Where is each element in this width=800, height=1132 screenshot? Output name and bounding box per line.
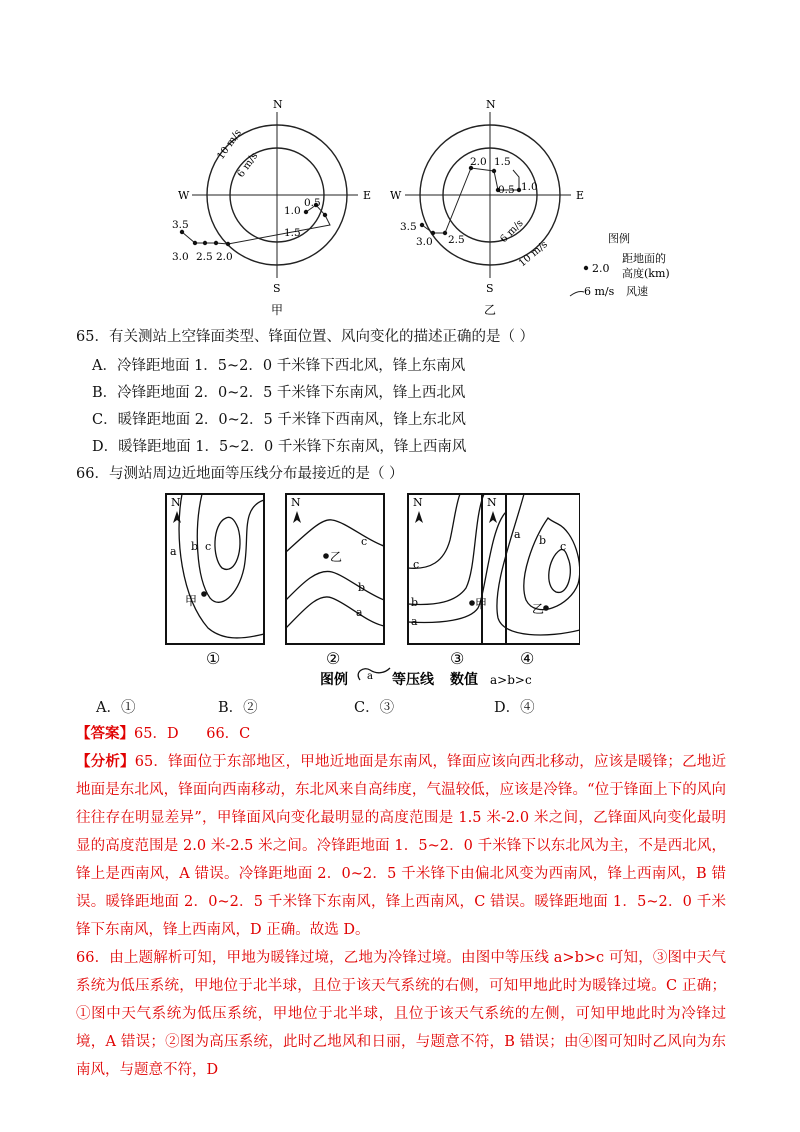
height-label: 3.0 [416,236,433,248]
height-label: 2.5 [196,251,213,263]
isobar-label: c [205,540,212,553]
height-label: 2.5 [448,234,465,246]
isobar-label: a [170,545,177,558]
north-label: N [487,496,497,509]
height-label: 1.5 [284,227,301,239]
isobar-label: c [560,540,567,553]
height-label: 2.0 [470,156,487,168]
question-66-stem: 66．与测站周边近地面等压线分布最接近的是（ ） [76,466,404,482]
question-65-option-c[interactable]: C．暖锋距地面 2．0~2．5 千米锋下西南风，锋上东北风 [92,412,466,428]
legend-height-value: 2.0 [592,262,610,275]
isobar-map-2 [286,494,384,668]
map-number: ④ [520,649,535,668]
hodograph-jia [172,98,371,317]
dir-n-label: N [486,98,496,111]
ring-outer-label: 10 m/s [215,127,244,162]
answer-section [76,720,726,1084]
wind-hodograph-figure [160,92,680,318]
station-label: 乙 [330,550,343,564]
height-label: 1.0 [521,181,538,193]
north-label: N [413,496,423,509]
dir-s-label: S [486,282,494,295]
legend-value-label: 数值 [450,672,478,688]
isobar-label: a [514,528,521,541]
legend-symbol: a [367,671,373,682]
answer-line [76,720,726,748]
question-65-option-a[interactable]: A．冷锋距地面 1．5~2．0 千米锋下西北风，锋上东南风 [92,358,466,374]
height-label: 3.0 [172,251,189,263]
legend-order: a>b>c [490,673,532,687]
question-66-option-b[interactable]: B．② [218,700,258,716]
legend-speed-label: 风速 [626,285,648,298]
height-label: 1.0 [284,205,301,217]
ring-inner-label: 6 m/s [498,217,526,246]
dir-e-label: E [363,189,372,202]
isobar-label: b [358,581,366,594]
dir-n-label: N [273,98,283,111]
isobar-label: a [411,615,418,628]
isobar-map-4 [482,494,580,668]
analysis-paragraph-66: 66．由上题解析可知，甲地为暖锋过境，乙地为冷锋过境。由图中等压线 a>b>c 可知，③图中天气系统为低压系统，甲地位于北半球，且位于该天气系统的右侧，可知甲地此时为暖锋过境。C 正确；①图中天气系统为低压系统，甲地位于北半球，且位于该天气系统的左侧，可知甲地此时为冷锋过境，A 错误；②图为高压系统，此时乙地风和日丽，与题意不符，B 错误；由④图可知时乙风向为东南风，与题意不符，D [76,950,726,1078]
height-label: 3.5 [172,219,189,231]
legend-speed-value: 6 m/s [584,285,615,298]
answer-text: 65．D 66．C [134,726,251,742]
height-label: 1.5 [494,156,511,168]
dir-s-label: S [273,282,281,295]
isobar-label: c [413,558,420,571]
analysis-paragraph-65 [76,748,726,944]
map-number: ③ [450,649,465,668]
map-number: ① [206,649,221,668]
isobar-maps-figure [160,488,580,688]
legend-title: 图例 [608,232,630,245]
north-label: N [171,496,181,509]
isobar-label: b [411,596,419,609]
dir-w-label: W [178,189,190,202]
figure-caption-yi: 乙 [484,303,497,317]
legend-height-label: 高度(km) [622,267,670,280]
hodograph-legend [570,231,670,298]
question-66-option-c[interactable]: C．③ [354,700,395,716]
answer-bracket: 【答案】 [76,725,134,742]
height-label: 0.5 [304,197,321,209]
dir-e-label: E [576,189,585,202]
legend-height-label: 距地面的 [622,252,666,265]
north-label: N [291,496,301,509]
legend-title: 图例 [320,672,348,688]
analysis-bracket: 【分析】 [76,753,135,770]
hodograph-yi [390,98,584,317]
isobar-label: c [361,535,368,548]
ring-outer-label: 10 m/s [516,239,550,270]
question-65-option-b[interactable]: B．冷锋距地面 2．0~2．5 千米锋下东南风，锋上西北风 [92,385,466,401]
station-label: 甲 [185,594,198,608]
isobar-label: b [539,534,547,547]
ring-inner-label: 6 m/s [235,150,261,180]
height-label: 3.5 [400,221,417,233]
station-label: 乙 [532,602,545,616]
isobar-label: b [191,540,199,553]
question-65-stem: 65．有关测站上空锋面类型、锋面位置、风向变化的描述正确的是（ ） [76,329,535,345]
question-65-option-d[interactable]: D．暖锋距地面 1．5~2．0 千米锋下东南风，锋上西南风 [92,439,467,455]
isobar-map-1 [166,494,264,668]
map-number: ② [326,649,341,668]
isobar-label: a [356,606,363,619]
figure-caption-jia: 甲 [271,303,284,317]
station-label: 甲 [475,597,488,611]
isobar-legend [320,668,532,688]
question-66-option-d[interactable]: D．④ [494,700,535,716]
height-label: 2.0 [216,251,233,263]
height-label: 0.5 [498,184,515,196]
analysis-text-65: 65．锋面位于东部地区，甲地近地面是东南风，锋面应该向西北移动，应该是暖锋；乙地近地面是东北风，锋面向西南移动，东北风来自高纬度，气温较低，应该是冷锋。“位于锋面上下的风向往往存在明显差异”，甲锋面风向变化最明显的高度范围是 1.5 米-2.0 米之间，乙锋面风向变化最明显的高度范围是 2.0 米-2.5 米之间。冷锋距地面 1．5~2．0 千米锋下以东北风为主，不是西北风，锋上是西南风，A 错误。冷锋距地面 2．0~2．5 千米锋下由偏北风变为西南风，锋上西南风，B 错误。暖锋距地面 2．0~2．5 千米锋下东南风，锋上西南风，C 错误。暖锋距地面 1．5~2．0 千米锋下东南风，锋上西南风，D 正确。故选 D。 [76,754,726,938]
dir-w-label: W [390,189,402,202]
question-66-option-a[interactable]: A．① [96,700,136,716]
legend-isobar-label: 等压线 [392,672,434,688]
